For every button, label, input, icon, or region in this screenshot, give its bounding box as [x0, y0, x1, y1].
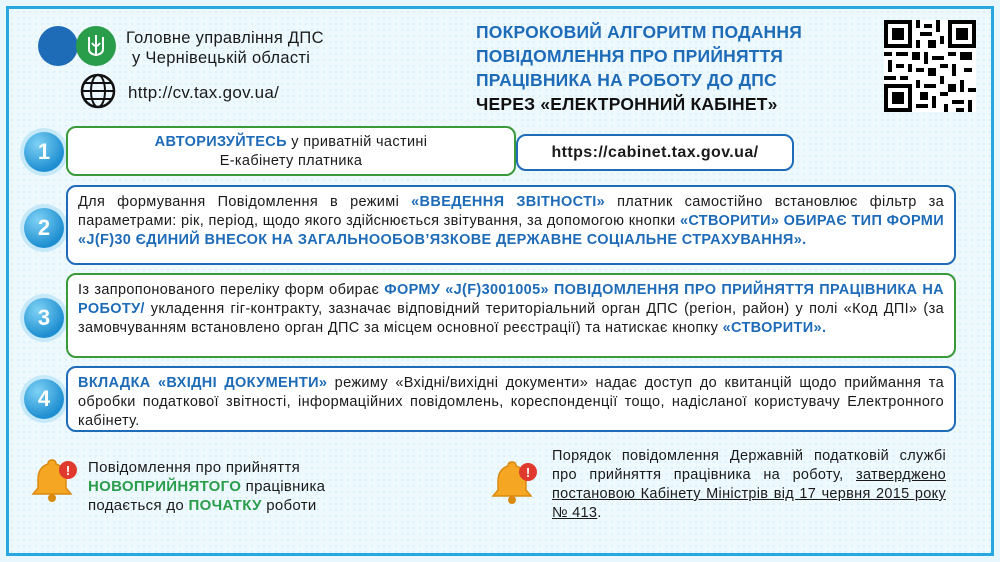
- resolution-link[interactable]: затверджено постановою Кабінету Міністрів від 17 червня 2015 року № 413: [552, 467, 946, 521]
- step-1-number: 1: [24, 132, 64, 172]
- trident-icon: [76, 26, 116, 66]
- website-link[interactable]: http://cv.tax.gov.ua/: [128, 83, 280, 102]
- svg-text:!: !: [65, 463, 71, 478]
- page-title: [476, 20, 876, 116]
- note-left-text-4: роботи: [261, 497, 317, 514]
- qr-code-icon: [884, 20, 976, 112]
- org-line-2: у Чернівецькій області: [132, 49, 311, 67]
- step-1-text-2: Е-кабінету платника: [219, 153, 363, 169]
- step-2-box: [66, 185, 956, 265]
- step-1-text-1: у приватній частині: [286, 134, 428, 150]
- cabinet-url-link[interactable]: https://cabinet.tax.gov.ua/: [516, 134, 794, 171]
- step-2-text-1: Для формування Повідомлення в режимі: [78, 194, 412, 210]
- step-3-highlight-1: ФОРМУ «J(F)3001005» ПОВІДОМЛЕННЯ ПРО ПРИЙНЯТТЯ ПРАЦІВНИКА НА РОБОТУ/: [78, 282, 944, 317]
- step-2-number: 2: [24, 208, 64, 248]
- note-left-text-2: працівника: [241, 478, 326, 495]
- step-1-highlight: АВТОРИЗУЙТЕСЬ: [154, 134, 287, 150]
- title-line-3: ПРАЦІВНИКА НА РОБОТУ ДО ДПС: [476, 70, 777, 90]
- step-4-text-1: режиму «Вхідні/вихідні документи» надає доступ до квитанцій щодо приймання та обробки податкової звітності, інформаційних повідомлень, кореспонденції тощо, надісланої користувачу Електронного кабінету.: [78, 375, 945, 429]
- title-line-2: ПОВІДОМЛЕННЯ ПРО ПРИЙНЯТТЯ: [476, 46, 784, 66]
- org-line-1: Головне управління ДПС: [126, 29, 324, 47]
- step-2-highlight-2: «СТВОРИТИ» ОБИРАЄ ТИП ФОРМИ «J(F)30 ЄДИНИЙ ВНЕСОК НА ЗАГАЛЬНООБОВ’ЯЗКОВЕ ДЕРЖАВНЕ СОЦІАЛЬНЕ СТРАХУВАННЯ».: [78, 213, 944, 248]
- note-right: [552, 447, 946, 523]
- step-3-text-2: укладення гіг-контракту, зазначає відповідний територіальний орган ДПС (регіон, район) у полі «Код ДПІ» (за замовчуванням встановлено орган ДПС за місцем основної реєстрації) та натискає кнопку: [78, 301, 944, 336]
- note-left-text-3: подається до: [88, 497, 189, 514]
- step-3-text-1: Із запропонованого переліку форм обирає: [78, 282, 385, 298]
- note-left-highlight-2: ПОЧАТКУ: [188, 497, 262, 514]
- note-right-text-1: Порядок повідомлення Державній податковій службі про прийняття працівника на роботу,: [552, 448, 946, 483]
- note-left-line-1: Повідомлення про прийняття: [88, 459, 301, 476]
- step-4-number: 4: [24, 379, 64, 419]
- step-3-number: 3: [24, 298, 64, 338]
- title-line-1: ПОКРОКОВИЙ АЛГОРИТМ ПОДАННЯ: [476, 22, 803, 42]
- step-4-box: [66, 366, 956, 432]
- step-2-highlight-1: «ВВЕДЕННЯ ЗВІТНОСТІ»: [411, 194, 606, 210]
- step-3-box: [66, 273, 956, 358]
- title-line-4: ЧЕРЕЗ «ЕЛЕКТРОННИЙ КАБІНЕТ»: [476, 94, 778, 114]
- tax-service-logo: [38, 26, 118, 66]
- note-left: [88, 458, 325, 515]
- note-left-highlight-1: НОВОПРИЙНЯТОГО: [88, 478, 242, 495]
- organization-name: [126, 28, 324, 68]
- step-4-highlight: ВКЛАДКА «ВХІДНІ ДОКУМЕНТИ»: [78, 375, 328, 391]
- svg-text:!: !: [525, 465, 531, 480]
- logo-blue-circle: [38, 26, 78, 66]
- globe-icon: [80, 73, 116, 114]
- step-1-box: [66, 126, 516, 176]
- note-right-text-2: .: [597, 505, 602, 521]
- alarm-bell-icon: [30, 458, 78, 509]
- step-2-text-2: платник самостійно встановлює фільтр за параметрами: рік, період, щодо якого здійснюється звітування, за допомогою кнопки: [78, 194, 945, 229]
- alarm-bell-icon: [490, 460, 538, 511]
- step-3-highlight-2: «СТВОРИТИ».: [722, 320, 827, 336]
